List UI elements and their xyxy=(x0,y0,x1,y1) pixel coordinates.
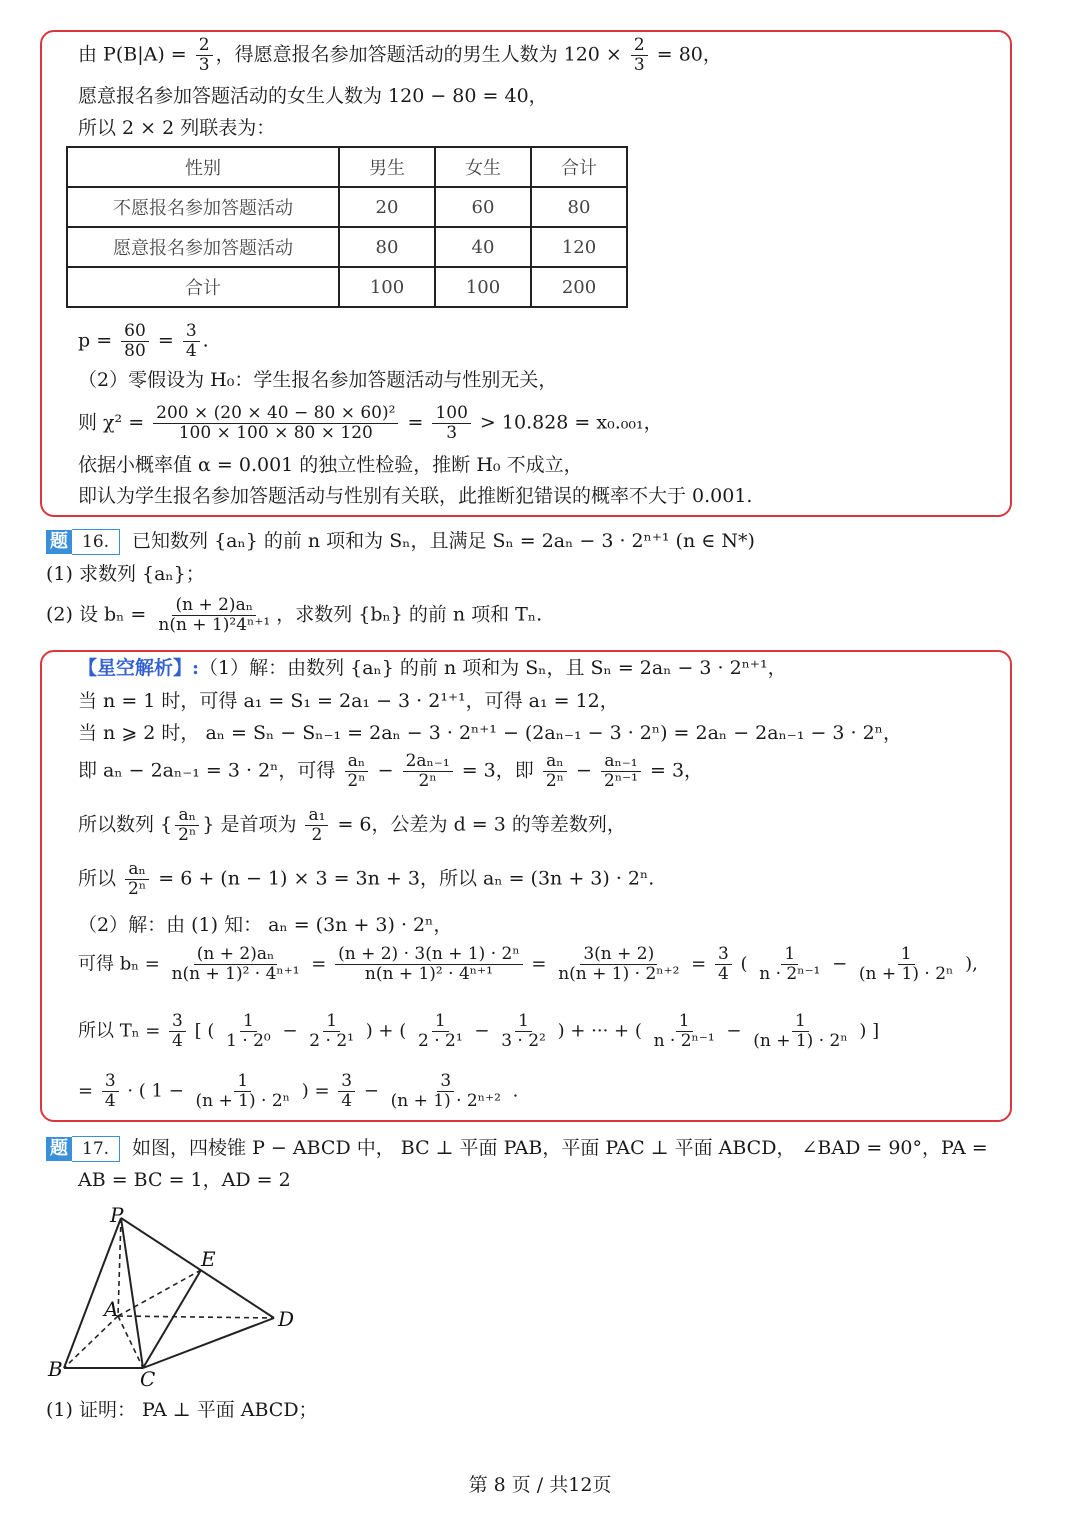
pyramid-figure xyxy=(46,1200,306,1390)
edge-AB xyxy=(64,1316,118,1368)
fraction: $\frac{3}{4}$ xyxy=(338,1072,355,1111)
label-P: P xyxy=(110,1203,124,1227)
fraction: $\frac{1}{\text{1 · 2⁰}}$ xyxy=(226,1011,271,1051)
fraction: $\frac{\text{aₙ₋₁}}{\text{2ⁿ⁻¹}}$ xyxy=(601,752,641,791)
fraction: $\frac{60}{80}$ xyxy=(121,322,149,361)
fraction: $\frac{3(n + 2)}{\text{n(n + 1) · 2ⁿ⁺²}}$ xyxy=(558,944,680,984)
table-row xyxy=(67,267,627,307)
fraction: $\frac{\text{2aₙ₋₁}}{\text{2ⁿ}}$ xyxy=(403,752,453,791)
q17-part-1: (1) 证明： PA ⊥ 平面 ABCD； xyxy=(46,1399,318,1421)
sol16-line-2: 当 n = 1 时，可得 a₁ = S₁ = 2a₁ − 3 · 2¹⁺¹，可得 a₁ = 12， xyxy=(78,690,619,712)
fraction: $\frac{2}{3}$ xyxy=(196,36,213,75)
edge-CD xyxy=(143,1318,274,1368)
table-cell: 60 xyxy=(435,187,531,227)
sol16-line-8: 可得 bₙ = $\frac{\text{(n + 2)aₙ}}{\text{n(n + 1)² · 4ⁿ⁺¹}}$ = $\frac{\text{(n + 2) · 3(n + 1) · 2ⁿ}}{\text{n(n + 1)² · 4ⁿ⁺¹}}$ = $\frac{3(n + 2)}{\text{n(n + 1) · 2ⁿ⁺²}}$ = $\frac{3}{4}$ ( $\frac{1}{\text{n · 2ⁿ⁻¹}}$ − $\frac{1}{\text{(n + 1) · 2ⁿ}}$ ), xyxy=(78,944,978,984)
fraction: $\frac{\text{(n + 2)aₙ}}{\text{n(n + 1)² · 4ⁿ⁺¹}}$ xyxy=(171,944,300,984)
fraction: $\frac{1}{\text{2 · 2¹}}$ xyxy=(417,1011,463,1051)
label-A: A xyxy=(104,1297,119,1321)
fraction: $\frac{\text{aₙ}}{\text{2ⁿ}}$ xyxy=(543,752,567,791)
question-badge: 题 xyxy=(46,1137,72,1161)
sol15-p-value: p = $\frac{60}{80}$ = $\frac{3}{4}$ . xyxy=(78,321,209,361)
fraction: $\frac{\text{a₁}}{2}$ xyxy=(305,806,328,845)
q17-stem-line-1: 题 17. 如图，四棱锥 P − ABCD 中， BC ⊥ 平面 PAB，平面 PAC ⊥ 平面 ABCD， ∠BAD = 90°，PA = xyxy=(46,1136,988,1162)
sol15-line-5: （2）零假设为 H₀：学生报名参加答题活动与性别无关， xyxy=(78,369,558,391)
table-cell: 80 xyxy=(339,227,435,267)
fraction: $\frac{1}{\text{(n + 1) · 2ⁿ}}$ xyxy=(753,1011,848,1051)
sol16-line-1: 【星空解析】:（1）解：由数列 {aₙ} 的前 n 项和为 Sₙ，且 Sₙ = 2aₙ − 3 · 2ⁿ⁺¹， xyxy=(78,657,787,679)
sol16-line-9: 所以 Tₙ = $\frac{3}{4}$ [ ( $\frac{1}{\text{1 · 2⁰}}$ − $\frac{1}{\text{2 · 2¹}}$ ) + ( $\frac{1}{\text{2 · 2¹}}$ − $\frac{1}{\text{3 · 2²}}$ ) + ··· + ( $\frac{1}{\text{n · 2ⁿ⁻¹}}$ − $\frac{1}{\text{(n + 1) · 2ⁿ}}$ ) ] xyxy=(78,1011,880,1051)
sol15-line-7: 依据小概率值 α = 0.001 的独立性检验，推断 H₀ 不成立， xyxy=(78,454,583,476)
page-footer: 第 8 页 / 共12页 xyxy=(468,1474,612,1496)
sol15-line-1: 由 P(B|A) = $\frac{2}{3}$ ，得愿意报名参加答题活动的男生人数为 120 × $\frac{2}{3}$ = 80， xyxy=(78,35,722,75)
sol15-line-2: 愿意报名参加答题活动的女生人数为 120 − 80 = 40， xyxy=(78,85,548,107)
q16-part-1: (1) 求数列 {aₙ}； xyxy=(46,563,205,585)
fraction: $\frac{\text{(n + 2)aₙ}}{\text{n(n + 1)²4ⁿ⁺¹}}$ xyxy=(158,595,271,635)
table-row xyxy=(67,187,627,227)
label-E: E xyxy=(201,1247,216,1271)
fraction: $\frac{1}{\text{n · 2ⁿ⁻¹}}$ xyxy=(759,944,821,984)
fraction: $\frac{2}{3}$ xyxy=(631,36,648,75)
fraction: $\frac{100}{3}$ xyxy=(432,404,470,443)
fraction: $\frac{1}{\text{n · 2ⁿ⁻¹}}$ xyxy=(653,1011,715,1051)
edge-AD xyxy=(118,1316,274,1318)
table-row xyxy=(67,227,627,267)
sol15-chi-square: 则 χ² = $\frac{\text{200 × (20 × 40 − 80 × 60)²}}{100 \times 100 \times 80 \times 120}$ = $\frac{100}{3}$ > 10.828 = x₀.₀₀₁， xyxy=(78,403,663,443)
table-cell: 200 xyxy=(531,267,627,307)
fraction: $\frac{3}{\text{(n + 1) · 2ⁿ⁺²}}$ xyxy=(390,1071,501,1111)
fraction: $\frac{1}{\text{2 · 2¹}}$ xyxy=(309,1011,354,1051)
edge-PD xyxy=(121,1218,274,1318)
table-cell: 100 xyxy=(435,267,531,307)
table-cell: 40 xyxy=(435,227,531,267)
sol16-line-5: 所以数列 { $\frac{\text{aₙ}}{\text{2ⁿ}}$ } 是首项为 $\frac{\text{a₁}}{2}$ = 6，公差为 d = 3 的等差数列， xyxy=(78,805,626,845)
fraction: $\frac{1}{\text{(n + 1) · 2ⁿ}}$ xyxy=(195,1071,290,1111)
table-cell: 不愿报名参加答题活动 xyxy=(67,187,339,227)
fraction: $\frac{3}{4}$ xyxy=(169,1012,186,1051)
fraction: $\frac{\text{aₙ}}{\text{2ⁿ}}$ xyxy=(125,860,149,899)
question-number: 16. xyxy=(72,529,120,555)
fraction: $\frac{\text{aₙ}}{\text{2ⁿ}}$ xyxy=(175,806,199,845)
table-header-row xyxy=(67,147,627,187)
label-C: C xyxy=(140,1367,156,1390)
table-header: 男生 xyxy=(339,147,435,187)
fraction: $\frac{1}{\text{3 · 2²}}$ xyxy=(501,1011,546,1051)
fraction: $\frac{1}{\text{(n + 1) · 2ⁿ}}$ xyxy=(858,944,954,984)
sol16-line-6: 所以 $\frac{\text{aₙ}}{\text{2ⁿ}}$ = 6 + (n − 1) × 3 = 3n + 3，所以 aₙ = (3n + 3) · 2ⁿ. xyxy=(78,859,655,899)
question-number: 17. xyxy=(72,1136,120,1162)
sol15-line-3: 所以 2 × 2 列联表为： xyxy=(78,117,276,139)
fraction: $\frac{3}{4}$ xyxy=(715,945,732,984)
q17-stem-line-2: AB = BC = 1，AD = 2 xyxy=(78,1169,291,1191)
label-D: D xyxy=(278,1307,295,1331)
sol16-line-7: （2）解：由 (1) 知： aₙ = (3n + 3) · 2ⁿ， xyxy=(78,914,453,936)
edge-PB xyxy=(64,1218,121,1368)
question-badge: 题 xyxy=(46,530,72,554)
table-cell: 100 xyxy=(339,267,435,307)
fraction: $\frac{\text{(n + 2) · 3(n + 1) · 2ⁿ}}{\text{n(n + 1)² · 4ⁿ⁺¹}}$ xyxy=(335,945,523,984)
fraction: $\frac{3}{4}$ xyxy=(102,1072,119,1111)
q16-part-2: (2) 设 bₙ = $\frac{\text{(n + 2)aₙ}}{\text{n(n + 1)²4ⁿ⁺¹}}$ ，求数列 {bₙ} 的前 n 项和 Tₙ. xyxy=(46,595,543,635)
table-header: 性别 xyxy=(67,147,339,187)
sol16-line-4: 即 aₙ − 2aₙ₋₁ = 3 · 2ⁿ，可得 $\frac{\text{aₙ}}{\text{2ⁿ}}$ − $\frac{\text{2aₙ₋₁}}{\text{2ⁿ}}$ = 3，即 $\frac{\text{aₙ}}{\text{2ⁿ}}$ − $\frac{\text{aₙ₋₁}}{\text{2ⁿ⁻¹}}$ = 3， xyxy=(78,751,704,791)
contingency-table xyxy=(66,146,628,308)
table-cell: 120 xyxy=(531,227,627,267)
fraction: $\frac{\text{200 × (20 × 40 − 80 × 60)²}}{100 \times 100 \times 80 \times 120}$ xyxy=(153,404,398,443)
q16-stem: 题 16. 已知数列 {aₙ} 的前 n 项和为 Sₙ，且满足 Sₙ = 2aₙ − 3 · 2ⁿ⁺¹ (n ∈ N*) xyxy=(46,529,755,555)
table-cell: 愿意报名参加答题活动 xyxy=(67,227,339,267)
table-header: 合计 xyxy=(531,147,627,187)
edge-CE xyxy=(143,1270,201,1368)
edge-PC xyxy=(121,1218,143,1368)
table-header: 女生 xyxy=(435,147,531,187)
table-cell: 80 xyxy=(531,187,627,227)
solution-label: 【星空解析】: xyxy=(78,657,200,679)
sol16-line-10: = $\frac{3}{4}$ · ( 1 − $\frac{1}{\text{(n + 1) · 2ⁿ}}$ ) = $\frac{3}{4}$ − $\frac{3}{\text{(n + 1) · 2ⁿ⁺²}}$ . xyxy=(78,1071,519,1111)
table-cell: 20 xyxy=(339,187,435,227)
sol16-line-3: 当 n ⩾ 2 时， aₙ = Sₙ − Sₙ₋₁ = 2aₙ − 3 · 2ⁿ⁺¹ − (2aₙ₋₁ − 3 · 2ⁿ) = 2aₙ − 2aₙ₋₁ − 3 · 2ⁿ， xyxy=(78,722,902,744)
table-cell: 合计 xyxy=(67,267,339,307)
sol15-line-8: 即认为学生报名参加答题活动与性别有关联，此推断犯错误的概率不大于 0.001. xyxy=(78,485,753,507)
label-B: B xyxy=(48,1357,63,1381)
fraction: $\frac{\text{aₙ}}{\text{2ⁿ}}$ xyxy=(344,752,368,791)
fraction: $\frac{3}{4}$ xyxy=(183,322,200,361)
